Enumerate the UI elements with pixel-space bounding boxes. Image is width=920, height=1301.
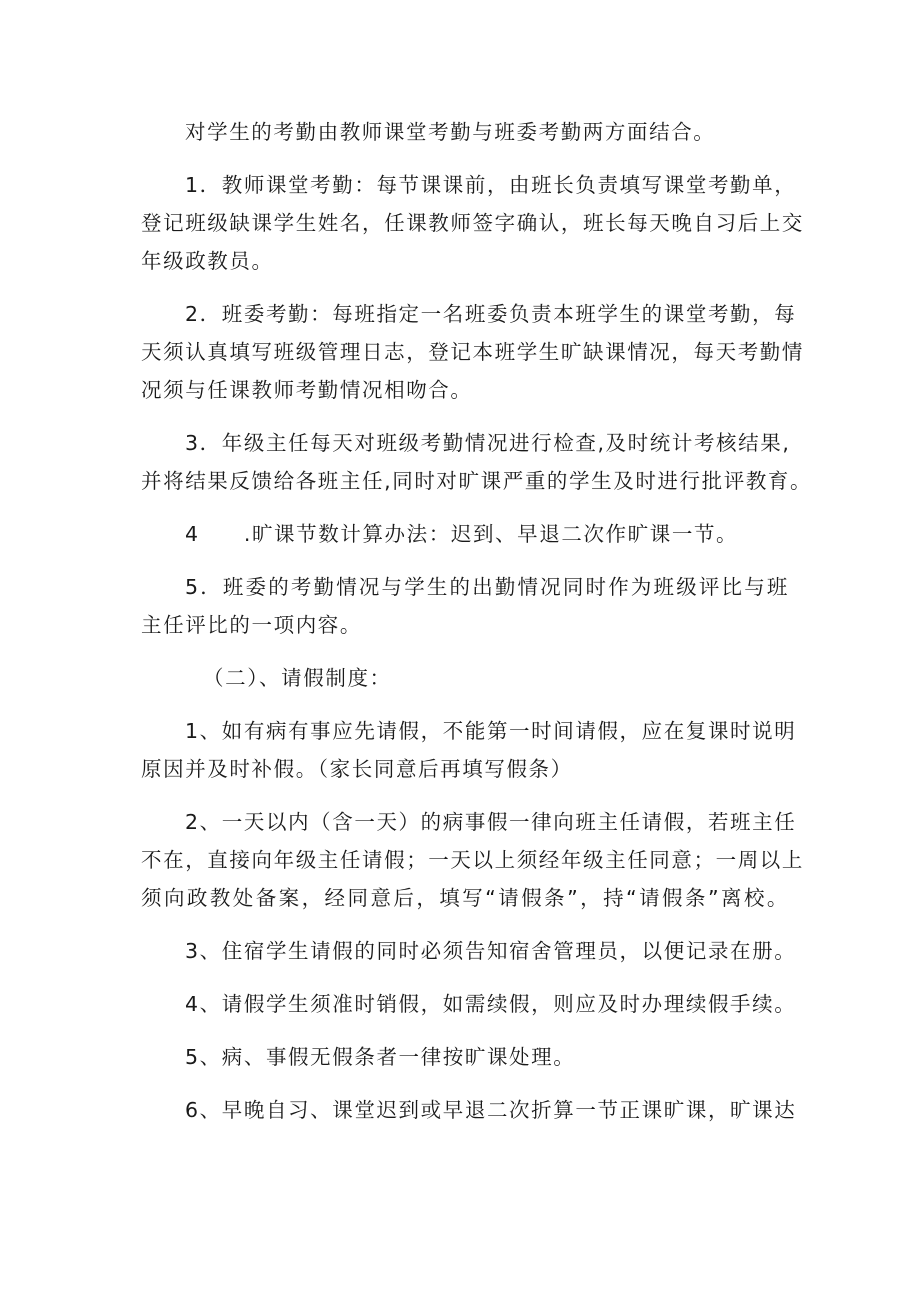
paragraph-leave-rule-1: 1、如有病有事应先请假，不能第一时间请假，应在复课时说明 [185, 719, 797, 743]
section-heading-leave-system: （二）、请假制度： [203, 666, 392, 690]
paragraph-leave-rule-2-line-3: 须向政教处备案，经同意后，填写“请假条”，持“请假条”离校。 [141, 886, 789, 910]
paragraph-item-3-grade-director: 3．年级主任每天对班级考勤情况进行检查,及时统计考核结果, [185, 431, 791, 455]
paragraph-item-1-line-3: 年级政教员。 [141, 249, 274, 273]
paragraph-item-5-line-2: 主任评比的一项内容。 [141, 613, 362, 637]
paragraph-item-3-line-2: 并将结果反馈给各班主任,同时对旷课严重的学生及时进行批评教育。 [141, 469, 813, 493]
paragraph-item-2-committee-attendance: 2．班委考勤：每班指定一名班委负责本班学生的课堂考勤，每 [185, 302, 797, 326]
paragraph-leave-rule-5: 5、病、事假无假条者一律按旷课处理。 [185, 1045, 576, 1069]
paragraph-item-1-teacher-attendance: 1．教师课堂考勤：每节课课前，由班长负责填写课堂考勤单， [185, 173, 797, 197]
paragraph-leave-rule-1-line-2: 原因并及时补假。（家长同意后再填写假条） [141, 757, 573, 781]
paragraph-leave-rule-2-line-2: 不在，直接向年级主任请假；一天以上须经年级主任同意；一周以上 [141, 848, 804, 872]
paragraph-leave-rule-2: 2、一天以内（含一天）的病事假一律向班主任请假，若班主任 [185, 810, 797, 834]
document-body [141, 113, 813, 1129]
paragraph-item-5-evaluation: 5．班委的考勤情况与学生的出勤情况同时作为班级评比与班 [185, 575, 789, 599]
paragraph-leave-rule-3: 3、住宿学生请假的同时必须告知宿舍管理员，以便记录在册。 [185, 939, 797, 963]
paragraph-item-1-line-2: 登记班级缺课学生姓名，任课教师签字确认，班长每天晚自习后上交 [141, 211, 804, 235]
paragraph-leave-rule-6: 6、早晚自习、课堂迟到或早退二次折算一节正课旷课，旷课达 [185, 1098, 797, 1122]
paragraph-leave-rule-4: 4、请假学生须准时销假，如需续假，则应及时办理续假手续。 [185, 992, 797, 1016]
paragraph-item-2-line-2: 天须认真填写班级管理日志，登记本班学生旷缺课情况，每天考勤情 [141, 340, 804, 364]
paragraph-attendance-intro: 对学生的考勤由教师课堂考勤与班委考勤两方面结合。 [185, 120, 716, 144]
paragraph-item-4-truancy-calculation: 4 .旷课节数计算办法：迟到、早退二次作旷课一节。 [185, 522, 739, 546]
paragraph-item-2-line-3: 况须与任课教师考勤情况相吻合。 [141, 378, 473, 402]
